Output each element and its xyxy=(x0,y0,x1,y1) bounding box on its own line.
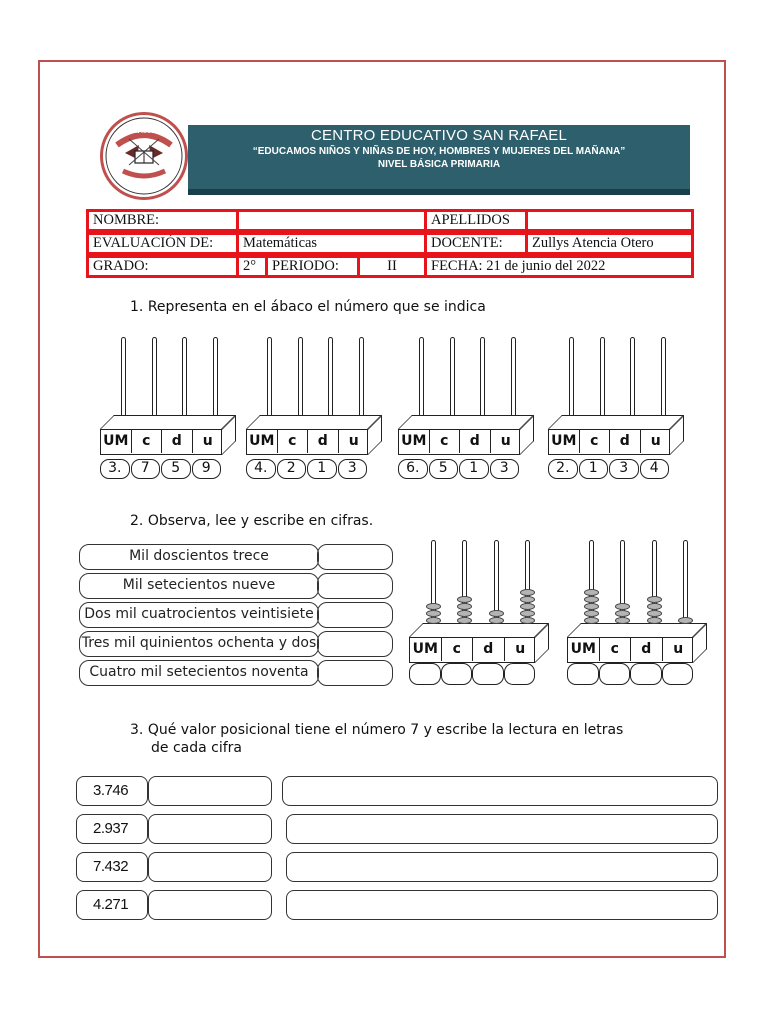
abacus-rod xyxy=(683,540,688,626)
school-name: CENTRO EDUCATIVO SAN RAFAEL xyxy=(311,127,567,144)
logo-text: SAN RAFAEL xyxy=(127,129,163,135)
abacus-rod xyxy=(569,337,574,417)
place-label: u xyxy=(650,433,661,449)
place-label: u xyxy=(202,433,213,449)
abacus-rod xyxy=(450,337,455,417)
position-value-box[interactable] xyxy=(148,890,272,920)
digit-pill: 7 xyxy=(131,459,161,479)
phrase-box: Dos mil cuatrocientos veintisiete xyxy=(79,602,319,628)
place-label: d xyxy=(308,430,339,453)
question-2-number: 2. xyxy=(130,513,144,529)
abacus-base-top xyxy=(246,415,382,429)
abacus-base-top xyxy=(548,415,684,429)
answer-pill[interactable] xyxy=(441,663,473,685)
place-label: u xyxy=(500,433,511,449)
reading-box[interactable] xyxy=(286,852,718,882)
place-label: d xyxy=(162,430,193,453)
place-label: UM xyxy=(410,638,442,661)
answer-box[interactable] xyxy=(317,660,393,686)
abacus-rod xyxy=(600,337,605,417)
abacus-rod xyxy=(661,337,666,417)
answer-pill[interactable] xyxy=(662,663,694,685)
digit-pill: 4 xyxy=(640,459,670,479)
digit-pill: 6. xyxy=(398,459,428,479)
place-label: UM xyxy=(549,430,580,453)
reading-box[interactable] xyxy=(282,776,718,806)
abacus-rod xyxy=(213,337,218,417)
fecha-label: FECHA: xyxy=(431,258,483,274)
answer-box[interactable] xyxy=(317,544,393,570)
grado-label: GRADO: xyxy=(86,255,239,278)
place-label: d xyxy=(473,638,505,661)
place-label: c xyxy=(580,430,611,453)
abacus-rod xyxy=(511,337,516,417)
place-label: UM xyxy=(568,638,600,661)
apellidos-label: APELLIDOS xyxy=(424,209,528,232)
abacus-base xyxy=(409,637,535,663)
school-motto: “EDUCAMOS NIÑOS Y NIÑAS DE HOY, HOMBRES Y MUJERES DEL MAÑANA” xyxy=(252,146,626,157)
abacus-bead xyxy=(584,617,599,624)
reading-box[interactable] xyxy=(286,814,718,844)
abacus-bead xyxy=(584,596,599,603)
place-label: c xyxy=(600,638,632,661)
abacus-bead xyxy=(426,617,441,624)
question-1-number: 1. xyxy=(130,299,144,315)
abacus-rod xyxy=(152,337,157,417)
position-value-box[interactable] xyxy=(148,814,272,844)
phrase-box: Cuatro mil setecientos noventa xyxy=(79,660,319,686)
digit-pill: 1 xyxy=(579,459,609,479)
abacus-bead xyxy=(584,610,599,617)
place-label: UM xyxy=(101,430,132,453)
digit-pill: 4. xyxy=(246,459,276,479)
answer-box[interactable] xyxy=(317,573,393,599)
nombre-label: NOMBRE: xyxy=(86,209,239,232)
position-value-box[interactable] xyxy=(148,852,272,882)
place-label: u xyxy=(348,433,359,449)
abacus-rod xyxy=(419,337,424,417)
abacus-bead xyxy=(647,610,662,617)
question-1 xyxy=(130,299,486,315)
evaluacion-value: Matemáticas xyxy=(236,232,427,255)
answer-pill[interactable] xyxy=(599,663,631,685)
abacus-bead xyxy=(647,603,662,610)
apellidos-field[interactable] xyxy=(525,209,694,232)
abacus-base-top xyxy=(409,623,549,637)
abacus-base-top xyxy=(567,623,707,637)
place-label: d xyxy=(610,430,641,453)
question-1-text: Representa en el ábaco el número que se indica xyxy=(147,299,486,315)
answer-box[interactable] xyxy=(317,602,393,628)
question-3-text-line1: Qué valor posicional tiene el número 7 y escribe la lectura en letras xyxy=(147,722,624,738)
abacus-bead xyxy=(647,617,662,624)
abacus-bead xyxy=(647,596,662,603)
digit-pill: 3 xyxy=(338,459,368,479)
abacus-bead xyxy=(426,610,441,617)
abacus-base-top xyxy=(100,415,236,429)
abacus-rod xyxy=(630,337,635,417)
reading-box[interactable] xyxy=(286,890,718,920)
answer-pill[interactable] xyxy=(567,663,599,685)
digit-pill: 3 xyxy=(609,459,639,479)
abacus-rod xyxy=(298,337,303,417)
abacus-base xyxy=(100,429,222,455)
number-box: 4.271 xyxy=(76,890,148,920)
periodo-value: II xyxy=(357,255,427,278)
answer-box[interactable] xyxy=(317,631,393,657)
answer-pill[interactable] xyxy=(630,663,662,685)
digit-pill: 2 xyxy=(277,459,307,479)
abacus-bead xyxy=(489,617,504,624)
place-label: c xyxy=(278,430,309,453)
digit-pill: 1 xyxy=(307,459,337,479)
abacus-base xyxy=(548,429,670,455)
question-3-number: 3. xyxy=(130,722,144,738)
evaluacion-label: EVALUACIÓN DE: xyxy=(86,232,239,255)
number-box: 7.432 xyxy=(76,852,148,882)
place-label: d xyxy=(460,430,491,453)
school-level: NIVEL BÁSICA PRIMARIA xyxy=(377,159,501,170)
phrase-box: Tres mil quinientos ochenta y dos xyxy=(79,631,319,657)
place-label: u xyxy=(673,641,684,657)
abacus-bead xyxy=(584,589,599,596)
place-label: c xyxy=(132,430,163,453)
periodo-label: PERIODO: xyxy=(265,255,360,278)
place-label: UM xyxy=(247,430,278,453)
abacus-rod xyxy=(121,337,126,417)
place-label: d xyxy=(631,638,663,661)
abacus-rod xyxy=(480,337,485,417)
digit-pill: 5 xyxy=(429,459,459,479)
abacus-bead xyxy=(489,610,504,617)
answer-pill[interactable] xyxy=(409,663,441,685)
question-2-text: Observa, lee y escribe en cifras. xyxy=(147,513,374,529)
digit-pill: 5 xyxy=(161,459,191,479)
digit-pill: 2. xyxy=(548,459,578,479)
digit-pill: 9 xyxy=(192,459,222,479)
docente-label: DOCENTE: xyxy=(424,232,528,255)
answer-pill[interactable] xyxy=(472,663,504,685)
place-label: c xyxy=(442,638,474,661)
digit-pill: 1 xyxy=(459,459,489,479)
place-label: c xyxy=(430,430,461,453)
phrase-box: Mil setecientos nueve xyxy=(79,573,319,599)
question-3-text-line2: de cada cifra xyxy=(151,740,242,756)
digit-pill: 3 xyxy=(490,459,520,479)
header-banner xyxy=(188,125,690,189)
digit-pill: 3. xyxy=(100,459,130,479)
abacus-base xyxy=(246,429,368,455)
number-box: 3.746 xyxy=(76,776,148,806)
abacus-base-top xyxy=(398,415,534,429)
abacus-rod xyxy=(182,337,187,417)
fecha-cell xyxy=(424,255,694,278)
number-box: 2.937 xyxy=(76,814,148,844)
school-logo xyxy=(100,112,188,200)
abacus-rod xyxy=(267,337,272,417)
question-3 xyxy=(130,722,623,738)
grado-value: 2° xyxy=(236,255,268,278)
abacus-bead xyxy=(584,603,599,610)
question-2 xyxy=(130,513,373,529)
abacus-rod xyxy=(328,337,333,417)
abacus-base xyxy=(398,429,520,455)
docente-value: Zullys Atencia Otero xyxy=(525,232,694,255)
place-label: u xyxy=(515,641,526,657)
fecha-value: 21 de junio del 2022 xyxy=(486,258,606,274)
abacus-base xyxy=(567,637,693,663)
nombre-field[interactable] xyxy=(236,209,427,232)
place-label: UM xyxy=(399,430,430,453)
position-value-box[interactable] xyxy=(148,776,272,806)
phrase-box: Mil doscientos trece xyxy=(79,544,319,570)
abacus-rod xyxy=(359,337,364,417)
abacus-bead xyxy=(426,603,441,610)
banner-shadow xyxy=(188,189,690,195)
answer-pill[interactable] xyxy=(504,663,536,685)
